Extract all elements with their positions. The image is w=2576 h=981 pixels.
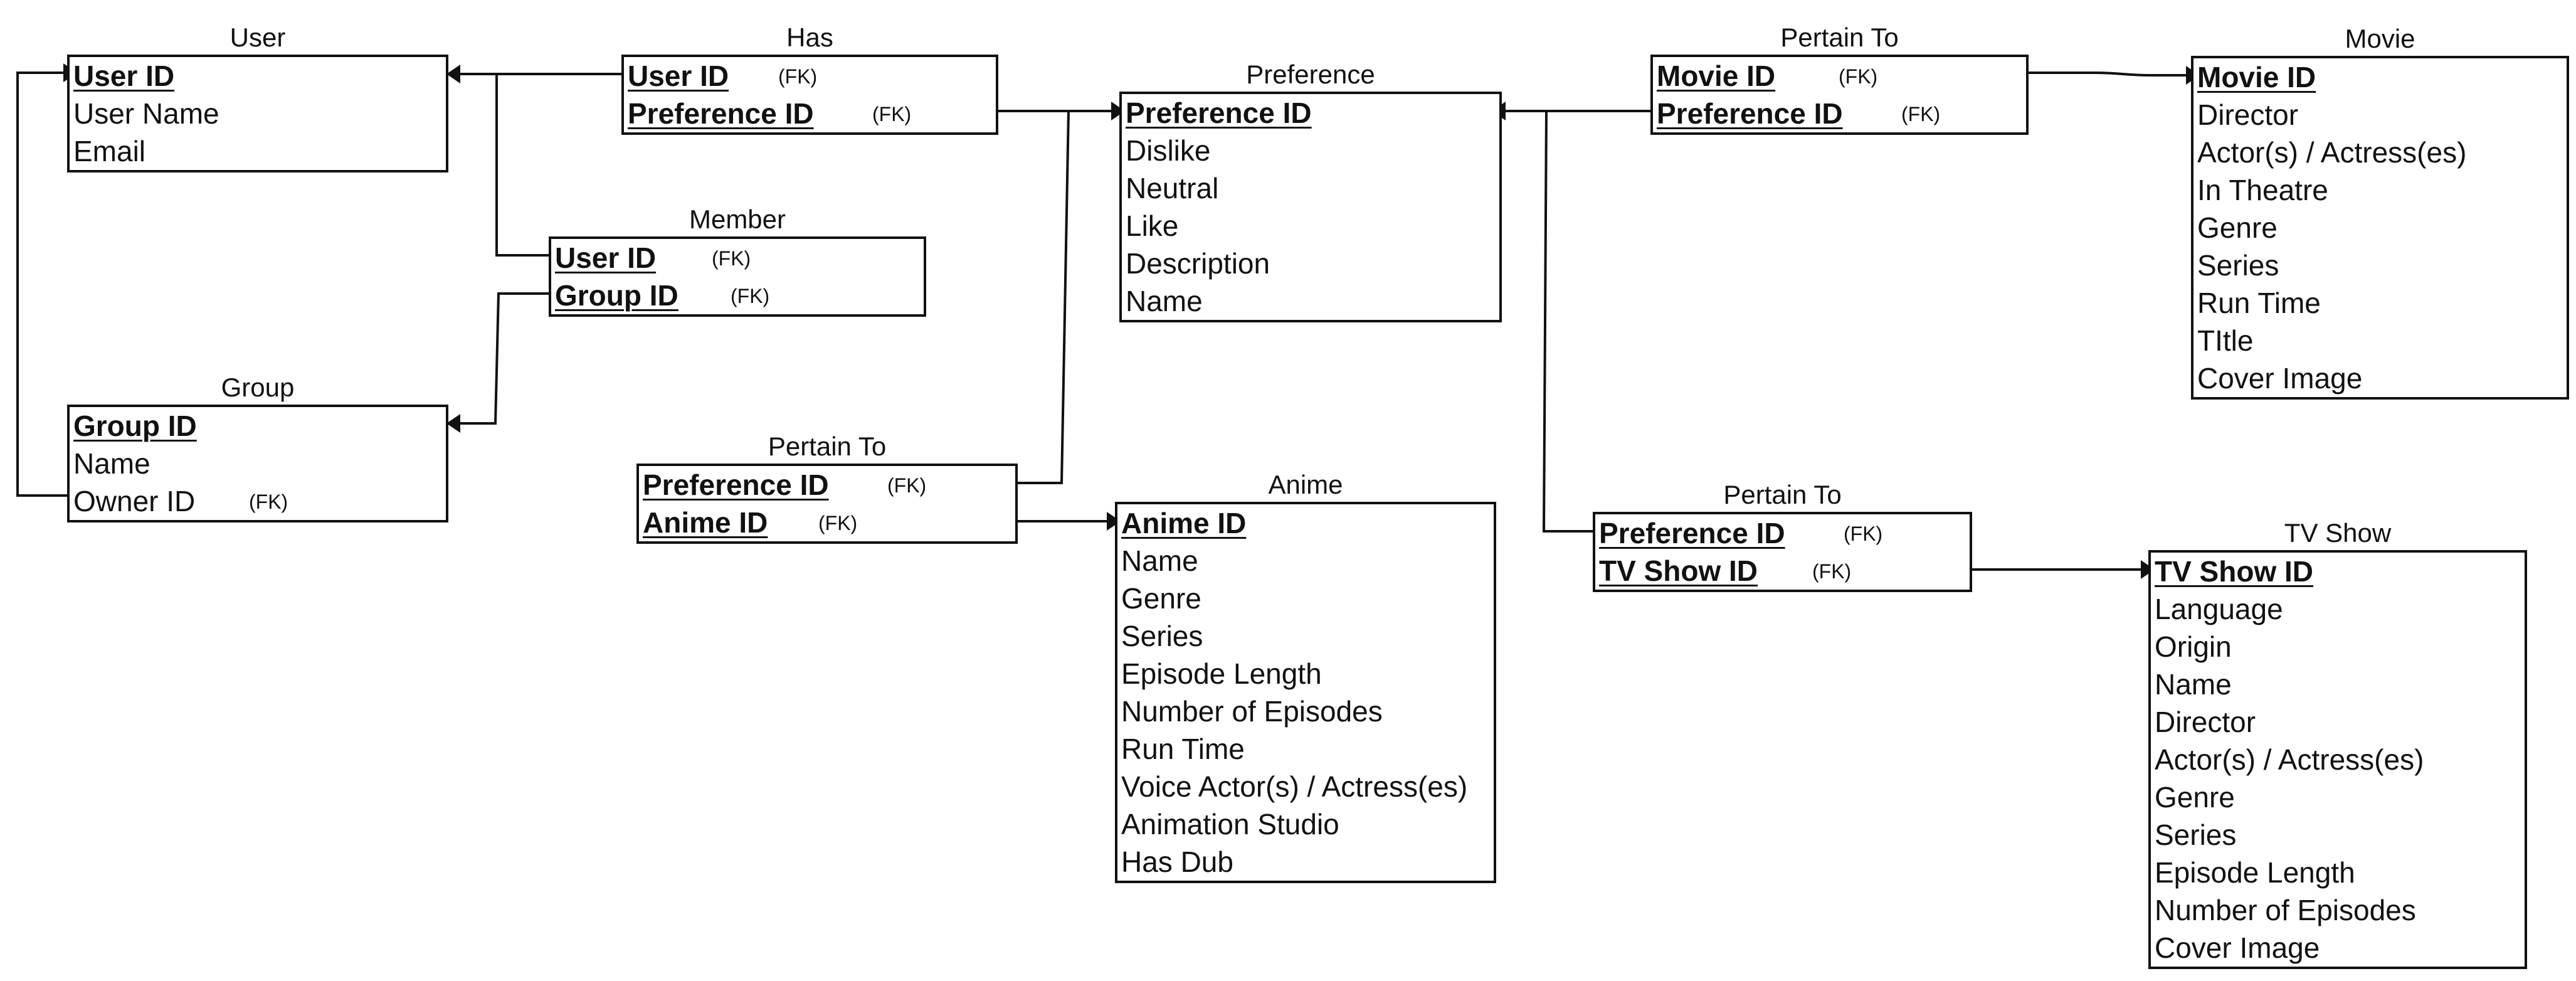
field-name: Has Dub xyxy=(1121,846,1233,878)
attribute-field xyxy=(1121,692,1490,730)
entity-box xyxy=(67,55,448,172)
entity-title: Preference xyxy=(1246,60,1375,89)
attribute-field xyxy=(2197,96,2563,134)
entity-has xyxy=(621,23,998,135)
entity-title: Movie xyxy=(2345,24,2415,53)
entity-title: Member xyxy=(689,204,786,234)
connector-group-owner-user xyxy=(18,73,67,496)
attribute-field xyxy=(2155,628,2521,665)
entity-pertain-anime xyxy=(636,432,1018,544)
entity-box xyxy=(1115,502,1496,883)
field-name: Series xyxy=(2197,249,2279,282)
field-name: Run Time xyxy=(1121,733,1245,765)
field-name: Movie ID xyxy=(1657,60,1776,92)
fk-marker: (FK) xyxy=(1812,560,1852,583)
attribute-field xyxy=(1126,132,1496,169)
attribute-field xyxy=(73,95,442,132)
arrowhead-group-from-member xyxy=(446,414,460,433)
field-name: User ID xyxy=(628,60,729,92)
field-name: Preference ID xyxy=(1126,97,1312,129)
attribute-field xyxy=(2197,247,2563,284)
attribute-field xyxy=(2197,134,2563,171)
fk-marker: (FK) xyxy=(712,247,751,270)
attribute-field xyxy=(1121,843,1490,881)
attribute-field xyxy=(73,482,442,520)
field-name: User ID xyxy=(555,241,657,274)
field-name: Anime ID xyxy=(1121,507,1247,539)
field-name: Episode Length xyxy=(1121,657,1322,690)
key-field xyxy=(628,57,992,95)
fk-marker: (FK) xyxy=(887,474,927,497)
field-name: Run Time xyxy=(2197,287,2321,319)
connector-pertaintv-preference xyxy=(1544,111,1593,531)
attribute-field xyxy=(73,445,442,482)
entity-title: Pertain To xyxy=(1723,480,1842,509)
field-name: Group ID xyxy=(73,410,197,442)
fk-marker: (FK) xyxy=(1901,103,1941,125)
fk-marker: (FK) xyxy=(818,512,858,534)
attribute-field xyxy=(2155,665,2521,703)
key-field xyxy=(1121,504,1490,542)
entity-pertain-tv xyxy=(1593,480,1972,592)
attribute-field xyxy=(1121,542,1490,580)
field-name: Episode Length xyxy=(2155,856,2355,889)
attribute-field xyxy=(1126,245,1496,282)
field-name: Preference ID xyxy=(628,97,814,130)
field-name: Name xyxy=(1121,544,1198,577)
attribute-field xyxy=(2155,590,2521,628)
key-field xyxy=(555,239,920,277)
field-name: Series xyxy=(2155,819,2237,851)
field-name: Preference ID xyxy=(1657,97,1843,130)
entity-tvshow xyxy=(2148,518,2527,969)
entity-title: TV Show xyxy=(2284,518,2392,548)
field-name: Neutral xyxy=(1126,172,1219,204)
field-name: Movie ID xyxy=(2197,61,2316,93)
attribute-field xyxy=(2155,741,2521,778)
attribute-field xyxy=(1121,768,1490,805)
field-name: User ID xyxy=(73,60,175,92)
field-name: TV Show ID xyxy=(2155,555,2313,588)
attribute-field xyxy=(2155,703,2521,741)
entity-box xyxy=(636,464,1018,544)
attribute-field xyxy=(2155,816,2521,854)
entity-box xyxy=(1650,55,2029,135)
arrowhead-user-from-has xyxy=(446,65,460,83)
key-field xyxy=(1599,552,1966,590)
connector-member-group xyxy=(446,294,549,423)
attribute-field xyxy=(1121,730,1490,768)
field-name: Actor(s) / Actress(es) xyxy=(2197,136,2467,169)
entity-movie xyxy=(2191,24,2569,400)
field-name: Language xyxy=(2155,593,2283,625)
attribute-field xyxy=(73,132,442,170)
entity-box xyxy=(2191,56,2569,400)
attribute-field xyxy=(1121,805,1490,843)
field-name: Preference ID xyxy=(1599,517,1785,549)
attribute-field xyxy=(1126,207,1496,245)
entity-pertain-movie xyxy=(1650,23,2029,135)
attribute-field xyxy=(1121,617,1490,655)
field-name: Name xyxy=(1126,285,1203,317)
attribute-field xyxy=(2197,209,2563,247)
fk-marker: (FK) xyxy=(1844,522,1883,545)
entity-group xyxy=(67,373,448,522)
field-name: Number of Episodes xyxy=(2155,894,2416,926)
attribute-field xyxy=(2155,778,2521,816)
entity-anime xyxy=(1115,470,1496,883)
key-field xyxy=(643,466,1011,504)
field-name: Director xyxy=(2155,706,2256,738)
field-name: Origin xyxy=(2155,630,2232,663)
entity-member xyxy=(549,204,926,317)
field-name: Preference ID xyxy=(643,469,829,501)
entity-title: User xyxy=(230,23,286,52)
key-field xyxy=(1126,94,1496,132)
key-field xyxy=(628,95,992,132)
attribute-field xyxy=(2197,171,2563,209)
entity-title: Pertain To xyxy=(768,432,887,461)
key-field xyxy=(2155,553,2521,590)
field-name: In Theatre xyxy=(2197,174,2328,206)
fk-marker: (FK) xyxy=(778,65,818,88)
key-field xyxy=(73,407,442,445)
attribute-field xyxy=(2197,284,2563,322)
field-name: Cover Image xyxy=(2155,931,2320,964)
field-name: Cover Image xyxy=(2197,362,2363,395)
key-field xyxy=(1599,514,1966,552)
entity-title: Has xyxy=(786,23,833,52)
entity-title: Pertain To xyxy=(1780,23,1899,52)
field-name: Name xyxy=(73,447,150,480)
key-field xyxy=(73,57,442,95)
entity-box xyxy=(67,405,448,522)
fk-marker: (FK) xyxy=(872,103,912,125)
key-field xyxy=(1657,95,2022,132)
entity-title: Group xyxy=(221,373,295,402)
entity-box xyxy=(549,236,926,317)
field-name: Actor(s) / Actress(es) xyxy=(2155,743,2424,776)
attribute-field xyxy=(1121,655,1490,692)
fk-marker: (FK) xyxy=(1839,65,1878,88)
key-field xyxy=(643,504,1011,541)
field-name: Email xyxy=(73,135,146,167)
key-field xyxy=(1657,57,2022,95)
attribute-field xyxy=(1121,580,1490,617)
entity-box xyxy=(1593,512,1972,592)
field-name: Group ID xyxy=(555,279,678,312)
attribute-field xyxy=(2155,929,2521,967)
field-name: Anime ID xyxy=(643,506,768,539)
connector-member-user xyxy=(497,74,549,255)
field-name: Dislike xyxy=(1126,134,1211,167)
attribute-field xyxy=(2197,359,2563,397)
field-name: Series xyxy=(1121,620,1203,652)
attribute-field xyxy=(1126,282,1496,320)
entity-box xyxy=(621,55,998,135)
connector-pertainanime-preference xyxy=(1016,111,1069,483)
field-name: TItle xyxy=(2197,324,2254,357)
field-name: Description xyxy=(1126,247,1270,280)
attribute-field xyxy=(2155,891,2521,929)
field-name: Director xyxy=(2197,98,2299,131)
entity-box xyxy=(2148,550,2527,969)
field-name: Voice Actor(s) / Actress(es) xyxy=(1121,770,1468,803)
attribute-field xyxy=(2197,322,2563,359)
field-name: Owner ID xyxy=(73,485,196,517)
field-name: Genre xyxy=(2197,211,2278,244)
field-name: User Name xyxy=(73,97,219,130)
field-name: Genre xyxy=(2155,781,2235,814)
field-name: Animation Studio xyxy=(1121,808,1339,840)
field-name: TV Show ID xyxy=(1599,554,1758,587)
field-name: Like xyxy=(1126,209,1179,242)
attribute-field xyxy=(1126,169,1496,207)
field-name: Name xyxy=(2155,668,2232,701)
entity-title: Anime xyxy=(1268,470,1343,499)
fk-marker: (FK) xyxy=(731,285,770,307)
key-field xyxy=(2197,58,2563,96)
field-name: Number of Episodes xyxy=(1121,695,1383,728)
entity-preference xyxy=(1119,60,1502,322)
connector-pertainmovie-movie xyxy=(2027,73,2187,75)
entity-user xyxy=(67,23,448,172)
field-name: Genre xyxy=(1121,582,1201,615)
entity-box xyxy=(1119,92,1502,322)
attribute-field xyxy=(2155,854,2521,891)
fk-marker: (FK) xyxy=(249,490,288,513)
key-field xyxy=(555,277,920,314)
